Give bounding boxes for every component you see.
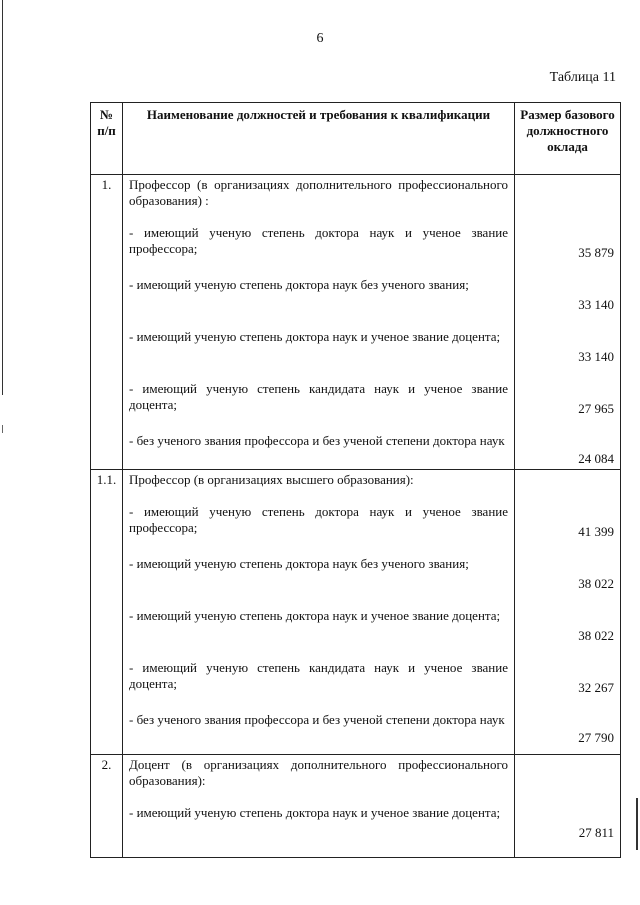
salary-value: 27 965 [578, 401, 614, 416]
scan-edge-mark [2, 425, 3, 433]
row-num: 2. [91, 755, 123, 858]
row-name-cell [123, 175, 515, 470]
salary-value: 38 022 [578, 576, 614, 591]
salary-table [90, 102, 621, 858]
item-text: - имеющий ученую степень доктора наук и ученое звание профессора; [129, 225, 508, 256]
row-num: 1. [91, 175, 123, 470]
page-number: 6 [316, 31, 324, 46]
item-text: - имеющий ученую степень кандидата наук и ученое звание доцента; [129, 381, 508, 412]
salary-value: 27 790 [578, 730, 614, 745]
salary-value: 35 879 [578, 245, 614, 260]
salary-value: 41 399 [578, 524, 614, 539]
salary-value: 33 140 [578, 349, 614, 364]
item-text: - имеющий ученую степень кандидата наук и ученое звание доцента; [129, 660, 508, 691]
item-text: - без ученого звания профессора и без ученой степени доктора наук [129, 433, 505, 448]
row-num: 1.1. [91, 470, 123, 755]
item-text: - имеющий ученую степень доктора наук и ученое звание доцента; [129, 608, 501, 623]
item-text: - имеющий ученую степень доктора наук и ученое звание доцента; [129, 805, 501, 820]
scan-edge-mark [2, 0, 3, 395]
header-name: Наименование должностей и требования к квалификации [123, 103, 515, 175]
salary-value: 32 267 [578, 680, 614, 695]
salary-value: 24 084 [578, 451, 614, 466]
group-title: Профессор (в организациях высшего образования): [129, 472, 414, 487]
row-salary-cell [515, 175, 621, 470]
item-text: - имеющий ученую степень доктора наук и ученое звание профессора; [129, 504, 508, 535]
table-row [91, 175, 621, 470]
group-title: Профессор (в организациях дополнительного профессионального образования) : [129, 177, 508, 208]
table-row [91, 755, 621, 858]
row-salary-cell [515, 755, 621, 858]
salary-value: 38 022 [578, 628, 614, 643]
item-text: - без ученого звания профессора и без ученой степени доктора наук [129, 712, 505, 727]
salary-value: 27 811 [578, 825, 614, 840]
table-header-row [91, 103, 621, 175]
group-title: Доцент (в организациях дополнительного профессионального образования): [129, 757, 508, 788]
row-name-cell [123, 755, 515, 858]
item-text: - имеющий ученую степень доктора наук и ученое звание доцента; [129, 329, 501, 344]
item-text: - имеющий ученую степень доктора наук без ученого звания; [129, 277, 469, 292]
header-num: № п/п [91, 103, 123, 175]
item-text: - имеющий ученую степень доктора наук без ученого звания; [129, 556, 469, 571]
scan-edge-mark [636, 798, 638, 850]
salary-value: 33 140 [578, 297, 614, 312]
row-name-cell [123, 470, 515, 755]
table-caption: Таблица 11 [549, 70, 616, 85]
header-salary: Размер базового должностного оклада [515, 103, 621, 175]
table-row [91, 470, 621, 755]
row-salary-cell [515, 470, 621, 755]
